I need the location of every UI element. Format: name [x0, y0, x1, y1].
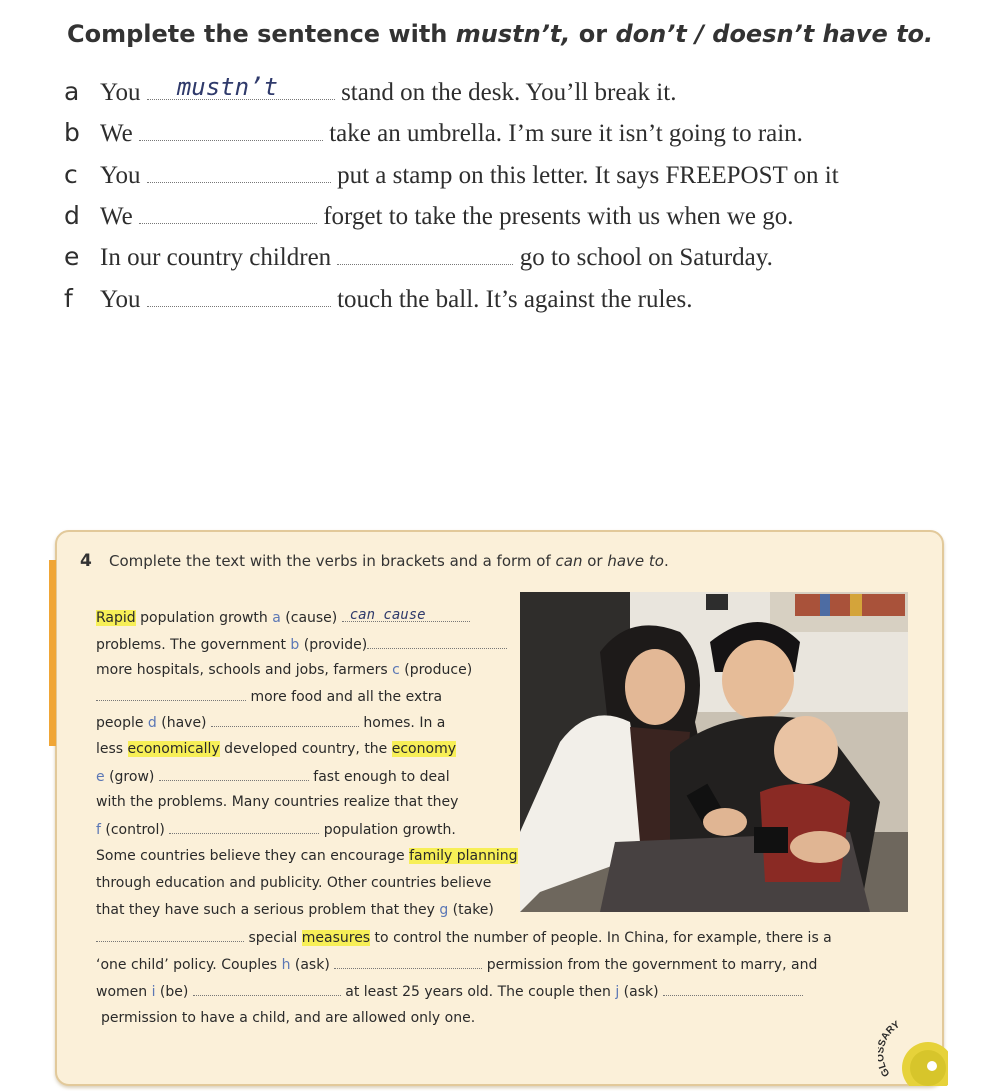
answer-blank-f[interactable]	[147, 284, 331, 307]
sentence-e: e In our country children go to school on Saturday.	[64, 242, 773, 271]
answer-blank-e[interactable]	[337, 242, 513, 265]
answer-blank-c[interactable]	[147, 160, 331, 183]
blank-c[interactable]	[96, 688, 246, 701]
answer-a: mustn’t	[176, 73, 278, 101]
sentence-b: b We take an umbrella. I’m sure it isn’t going to rain.	[64, 118, 803, 147]
glossary-badge[interactable]	[878, 1016, 948, 1086]
text-line-1: Rapid population growth a (cause) can cause	[96, 609, 470, 626]
blank-i[interactable]	[193, 983, 341, 996]
text-line-9: f (control) population growth.	[96, 822, 456, 838]
blank-h[interactable]	[334, 956, 482, 969]
family-photo-illustration	[520, 592, 908, 912]
sentence-a: a You mustn’t stand on the desk. You’ll break it.	[64, 73, 677, 106]
text-line-14: ‘one child’ policy. Couples h (ask) permission from the government to marry, and	[96, 957, 818, 973]
text-line-16: permission to have a child, and are allowed only one.	[101, 1010, 476, 1026]
blank-f[interactable]	[169, 821, 319, 834]
glossary-label: G ARY	[879, 1019, 902, 1079]
answer-blank-d[interactable]	[139, 201, 317, 224]
text-line-2: problems. The government b (provide)	[96, 636, 507, 653]
svg-text:GLOSSARY	[878, 1019, 902, 1078]
cd-icon	[878, 1016, 948, 1086]
exercise-4-instruction: Complete the text with the verbs in brackets and a form of can or have to.	[109, 552, 669, 570]
text-line-11: through education and publicity. Other countries believe	[96, 875, 492, 891]
blank-e[interactable]	[159, 768, 309, 781]
answer-blank-b[interactable]	[139, 118, 323, 141]
text-line-4: more food and all the extra	[96, 688, 442, 705]
blank-g[interactable]	[96, 929, 244, 942]
blank-a[interactable]	[342, 609, 470, 622]
answer-a-text: can cause	[349, 607, 426, 623]
answer-blank-a[interactable]	[147, 73, 335, 101]
text-line-10: Some countries believe they can encourage family planning	[96, 848, 518, 864]
sentence-d: d We forget to take the presents with us when we go.	[64, 201, 794, 230]
accent-bar	[49, 560, 56, 746]
exercise-4-number: 4	[80, 551, 92, 571]
text-line-8: with the problems. Many countries realize that they	[96, 794, 459, 810]
family-photo	[520, 592, 908, 912]
text-line-5: people d (have) homes. In a	[96, 715, 446, 731]
text-line-13: special measures to control the number of people. In China, for example, there is a	[96, 929, 832, 946]
text-line-12: that they have such a serious problem that they g (take)	[96, 902, 494, 918]
exercise-1-instruction: Complete the sentence with mustn’t, or don’t / doesn’t have to.	[67, 20, 934, 48]
blank-d[interactable]	[211, 714, 359, 727]
text-line-3: more hospitals, schools and jobs, farmers c (produce)	[96, 662, 473, 678]
text-line-7: e (grow) fast enough to deal	[96, 769, 450, 785]
text-line-6: less economically developed country, the economy	[96, 741, 456, 757]
text-line-15: women i (be) at least 25 years old. The couple then j (ask)	[96, 983, 803, 1000]
blank-b[interactable]	[367, 636, 507, 649]
sentence-c: c You put a stamp on this letter. It says FREEPOST on it	[64, 160, 839, 189]
sentence-f: f You touch the ball. It’s against the rules.	[64, 284, 693, 313]
blank-j[interactable]	[663, 983, 803, 996]
